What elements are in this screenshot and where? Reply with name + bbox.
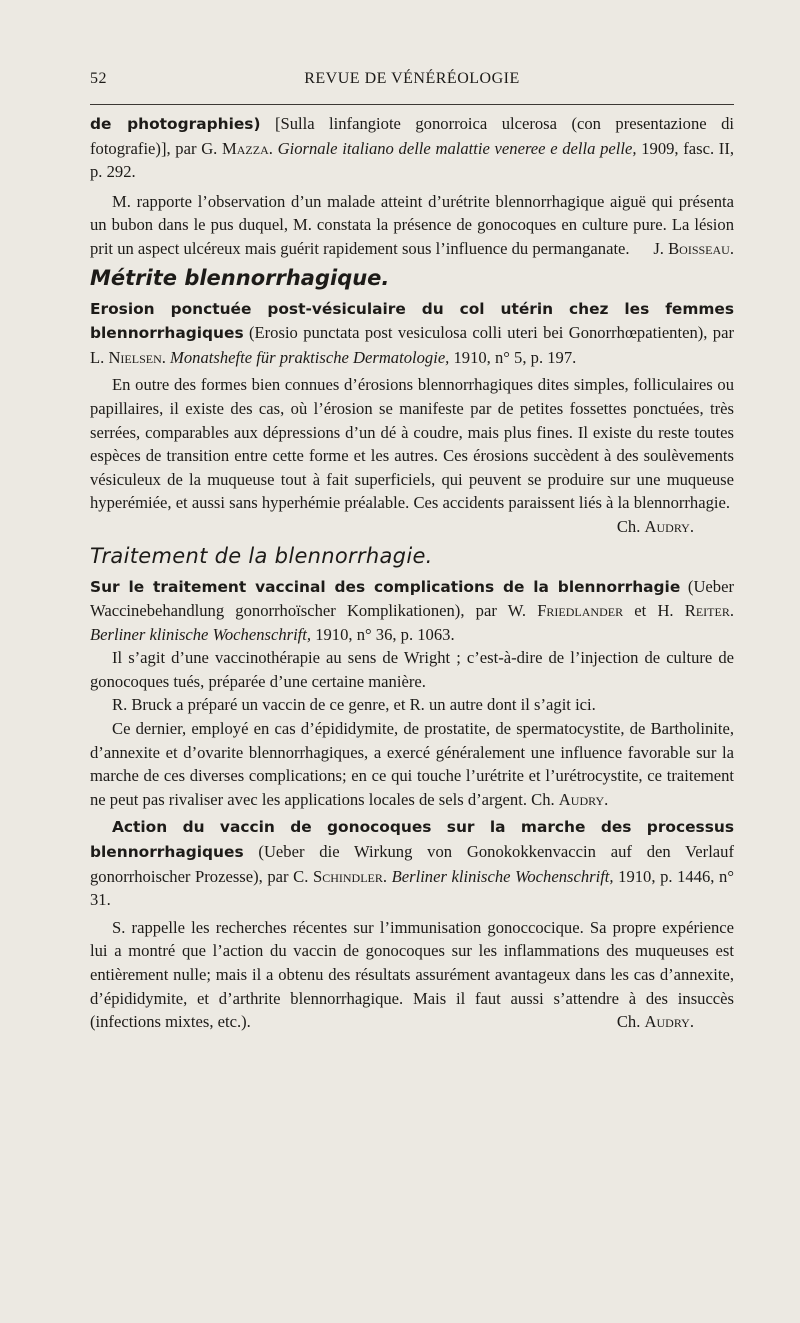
article-4-journal: Berliner klinische Wochenschrift, bbox=[391, 866, 614, 886]
article-4-author: Schindler bbox=[312, 866, 383, 886]
article-4-ref: 1910, p. 1446, n° 31. bbox=[90, 866, 734, 910]
article-3-paragraph-1: Il s’agit d’une vaccinothérapie au sens de Wright ; c’est-à-dire de l’injection de culture de gonocoques tués, préparée d’une certaine manière. bbox=[90, 648, 734, 691]
article-1-ref: 1909, fasc. II, p. 292. bbox=[90, 138, 735, 182]
article-4-body-text: S. rappelle les recherches récentes sur l’immunisation gonoccocique. Sa propre expérience lui a montré que l’action du vaccin de gonocoques sur les inflammations des muqueuses est entièrement nulle; mais il a obtenu des résultats assurément avantageux dans les cas d’annexite, d’épididymite, et d’arthrite blennorrhagique. Mais il faut aussi s’attendre à des insuccès (infections mixtes, etc.). bbox=[90, 917, 734, 1032]
article-2-citation: Erosion ponctuée post-vésiculaire du col utérin chez les femmes blennorrhagiques (Erosio punctata post vesiculosa colli uteri bei Gonorrhœpatienten), par L. Nielsen. Monatshefte für praktische Dermatologie, 1910, n° 5, p. 197. bbox=[90, 299, 734, 367]
article-1-citation-text: [Sulla linfangiote gonorroica ulcerosa (con presentazione di fotografie)], par G. bbox=[90, 114, 734, 158]
article-2-sig-initial: Ch. bbox=[616, 516, 645, 536]
article-3-title: Sur le traitement vaccinal des complications de la blennorrhagie bbox=[90, 577, 681, 596]
article-2-title: Erosion ponctuée post-vésiculaire du col utérin chez les femmes blennorrhagiques bbox=[90, 299, 734, 343]
article-2-journal: Monatshefte für praktische Dermatologie, bbox=[170, 347, 450, 367]
article-3-citation: Sur le traitement vaccinal des complications de la blennorrhagie (Ueber Waccinebehandlung gonorrhoïscher Komplikationen), par W. Friedlander et H. Reiter. Berliner klinische Wochenschrift, 1910, n° 36, p. 1063. bbox=[90, 576, 734, 644]
article-3-ref: 1910, n° 36, p. 1063. bbox=[311, 624, 455, 644]
article-3-citation-text: (Ueber Waccinebehandlung gonorrhoïscher Komplikationen), par W. bbox=[90, 576, 734, 621]
article-2-signature bbox=[90, 515, 734, 539]
running-title: REVUE DE VÉNÉRÉOLOGIE bbox=[304, 70, 520, 87]
article-3-author-1: Friedlander bbox=[537, 601, 624, 621]
article-2-citation-text: (Erosio punctata post vesiculosa colli uteri bei Gonorrhœpatienten), par L. bbox=[90, 323, 734, 367]
page-number: 52 bbox=[90, 70, 107, 87]
article-1-citation: de photographies) [Sulla linfangiote gonorroica ulcerosa (con presentazione di fotografie)], par G. Mazza. Giornale italiano delle malattie veneree e della pelle, 1909, fasc. II, p. 292. bbox=[90, 114, 735, 182]
article-1-body-text: M. rapporte l’observation d’un malade atteint d’urétrite blennorrhagique aiguë qui présenta un bubon dans le pus duquel, M. constata la présence de gonocoques en culture pure. La lésion prit un aspect ulcéreux mais guérit rapidement sous l’influence du permanganate. bbox=[90, 191, 734, 258]
article-3-paragraph-2: R. Bruck a préparé un vaccin de ce genre, et R. un autre dont il s’agit ici. bbox=[112, 695, 596, 715]
article-1-sig-initial: J. bbox=[653, 238, 669, 258]
section-heading-metrite: Métrite blennorrhagique. bbox=[90, 265, 390, 290]
article-1-signature bbox=[631, 237, 734, 261]
article-1-journal: Giornale italiano delle malattie veneree e della pelle, bbox=[277, 138, 637, 158]
article-1-body bbox=[90, 190, 734, 261]
article-3-journal: Berliner klinische Wochenschrift, bbox=[90, 624, 312, 644]
article-4-citation-text: (Ueber die Wirkung von Gonokokkenvaccin auf den Verlauf gonorrhoischer Prozesse), par C. bbox=[90, 842, 734, 886]
article-2-ref: 1910, n° 5, p. 197. bbox=[449, 347, 577, 367]
article-3-sig-initial: Ch. bbox=[531, 789, 559, 809]
article-3-author-join: et H. bbox=[623, 601, 685, 621]
article-1-author: Mazza bbox=[222, 138, 269, 158]
section-heading-traitement: Traitement de la blennorrhagie. bbox=[90, 543, 433, 568]
article-4-body bbox=[90, 916, 734, 1034]
article-4-citation: Action du vaccin de gonocoques sur la marche des processus blennorrhagiques (Ueber die Wirkung von Gonokokkenvaccin auf den Verlauf gonorrhoischer Prozesse), par C. Schindler. Berliner klinische Wochenschrift, 1910, p. 1446, n° 31. bbox=[90, 818, 734, 910]
article-1-title: de photographies) bbox=[90, 115, 261, 133]
article-2-sig-name: Audry. bbox=[644, 516, 694, 536]
article-1-sig-name: Boisseau. bbox=[668, 238, 734, 258]
article-4-title: Action du vaccin de gonocoques sur la marche des processus blennorrhagiques bbox=[90, 818, 734, 862]
article-3-paragraph-3-text: Ce dernier, employé en cas d’épididymite, de prostatite, de spermatocystite, de Bartholinite, d’annexite et d’ovarite blennorrhagiques, a exercé généralement une influence favorable sur la marche de ces diverses complications; en ce qui touche l’urétrite et l’urétrocystite, ce traitement ne peut pas rivaliser avec les applications locales de sels d’argent. bbox=[90, 719, 734, 809]
header-rule bbox=[90, 104, 734, 105]
article-3-paragraph-3 bbox=[90, 717, 734, 811]
article-2-body: En outre des formes bien connues d’érosions blennorrhagiques dites simples, folliculaires ou papillaires, il existe des cas, où l’érosion se manifeste par de petites fossettes ponctuées, très serrées, comparables aux dépressions d’un dé à coudre, mais plus fines. Il existe du reste toutes espèces de transition entre cette forme et les autres. Ces érosions succèdent à des soulèvements vésiculeux de la muqueuse tout à fait superficiels, qui peuvent se produire sur une muqueuse hyperémiée, et aussi sans hyperhémie préalable. Ces accidents paraissent liés à la blennorrhagie. bbox=[90, 375, 734, 513]
article-3-sig-name: Audry. bbox=[558, 789, 609, 809]
article-3-signature bbox=[531, 790, 608, 809]
article-3-author-2: Reiter bbox=[684, 601, 730, 621]
page-content bbox=[90, 112, 734, 1034]
article-4-signature bbox=[595, 1010, 734, 1034]
article-4-sig-initial: Ch. bbox=[616, 1012, 645, 1032]
article-2-author: Nielsen bbox=[108, 347, 162, 367]
article-4-sig-name: Audry. bbox=[644, 1012, 694, 1032]
running-header bbox=[90, 70, 734, 94]
